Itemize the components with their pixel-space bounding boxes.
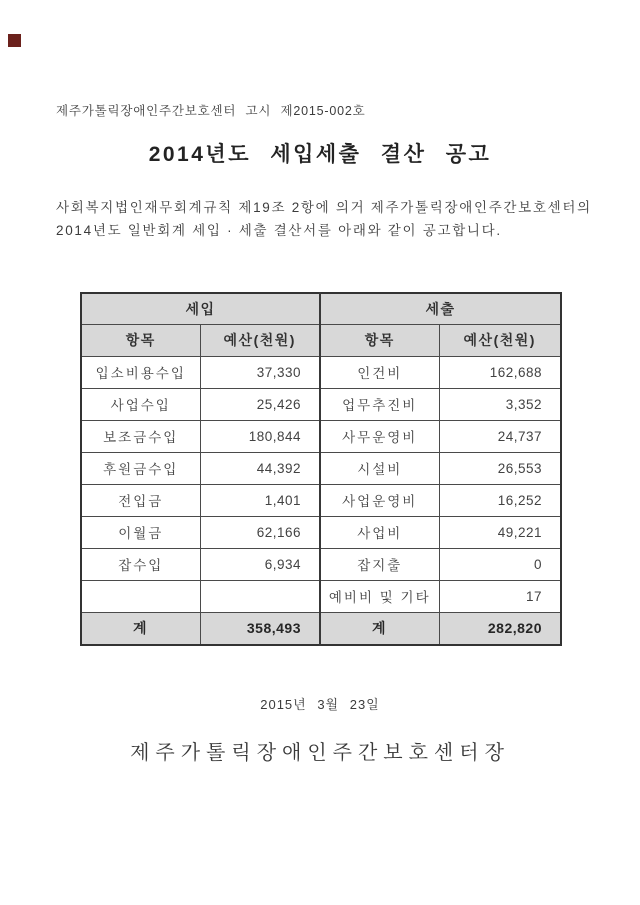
revenue-item: 보조금수입: [81, 420, 200, 452]
expenditure-item: 사업운영비: [320, 484, 439, 516]
revenue-item: 전입금: [81, 484, 200, 516]
revenue-total-amount: 358,493: [200, 612, 320, 645]
table-row: [81, 388, 561, 420]
revenue-amount: [200, 580, 320, 612]
table-row: [81, 420, 561, 452]
table-column-header-row: [81, 324, 561, 356]
revenue-amount: 44,392: [200, 452, 320, 484]
table-group-header-row: [81, 293, 561, 324]
expenditure-item: 업무추진비: [320, 388, 439, 420]
signer-name: 제주가톨릭장애인주간보호센터장: [130, 742, 510, 764]
expenditure-item: 사업비: [320, 516, 439, 548]
table-row: [81, 548, 561, 580]
revenue-item: 잡수입: [81, 548, 200, 580]
table-row: [81, 356, 561, 388]
revenue-item: 입소비용수입: [81, 356, 200, 388]
revenue-item: 사업수입: [81, 388, 200, 420]
revenue-amount: 180,844: [200, 420, 320, 452]
revenue-budget-header: 예산(천원): [200, 324, 320, 356]
notice-number: 제주가톨릭장애인주간보호센터 고시 제2015-002호: [56, 104, 366, 118]
notice-date: 2015년 3월 23일: [260, 697, 380, 712]
expenditure-item: 잡지출: [320, 548, 439, 580]
revenue-item: [81, 580, 200, 612]
revenue-amount: 37,330: [200, 356, 320, 388]
intro-line-1: 사회복지법인재무회계규칙 제19조 2항에 의거 제주가톨릭장애인주간보호센터의: [56, 200, 592, 215]
expenditure-amount: 162,688: [439, 356, 561, 388]
expenditure-amount: 17: [439, 580, 561, 612]
expenditure-group-header: 세출: [320, 293, 561, 324]
budget-table: [80, 292, 562, 646]
expenditure-total-label: 계: [320, 612, 439, 645]
revenue-item: 이월금: [81, 516, 200, 548]
revenue-group-header: 세입: [81, 293, 320, 324]
revenue-amount: 1,401: [200, 484, 320, 516]
expenditure-amount: 26,553: [439, 452, 561, 484]
expenditure-amount: 16,252: [439, 484, 561, 516]
expenditure-item: 사무운영비: [320, 420, 439, 452]
expenditure-amount: 49,221: [439, 516, 561, 548]
expenditure-amount: 24,737: [439, 420, 561, 452]
table-row: [81, 516, 561, 548]
expenditure-item-header: 항목: [320, 324, 439, 356]
intro-line-2: 2014년도 일반회계 세입 · 세출 결산서를 아래와 같이 공고합니다.: [56, 223, 502, 238]
intro-paragraph: [56, 196, 592, 242]
revenue-total-label: 계: [81, 612, 200, 645]
expenditure-budget-header: 예산(천원): [439, 324, 561, 356]
table-row: [81, 452, 561, 484]
revenue-item: 후원금수입: [81, 452, 200, 484]
expenditure-item: 시설비: [320, 452, 439, 484]
dark-red-square-mark: [8, 34, 21, 47]
table-total-row: [81, 612, 561, 645]
expenditure-total-amount: 282,820: [439, 612, 561, 645]
expenditure-item: 인건비: [320, 356, 439, 388]
table-row: [81, 484, 561, 516]
expenditure-amount: 3,352: [439, 388, 561, 420]
expenditure-item: 예비비 및 기타: [320, 580, 439, 612]
revenue-amount: 62,166: [200, 516, 320, 548]
revenue-amount: 6,934: [200, 548, 320, 580]
revenue-amount: 25,426: [200, 388, 320, 420]
page-title: 2014년도 세입세출 결산 공고: [148, 143, 492, 166]
expenditure-amount: 0: [439, 548, 561, 580]
table-row: [81, 580, 561, 612]
revenue-item-header: 항목: [81, 324, 200, 356]
